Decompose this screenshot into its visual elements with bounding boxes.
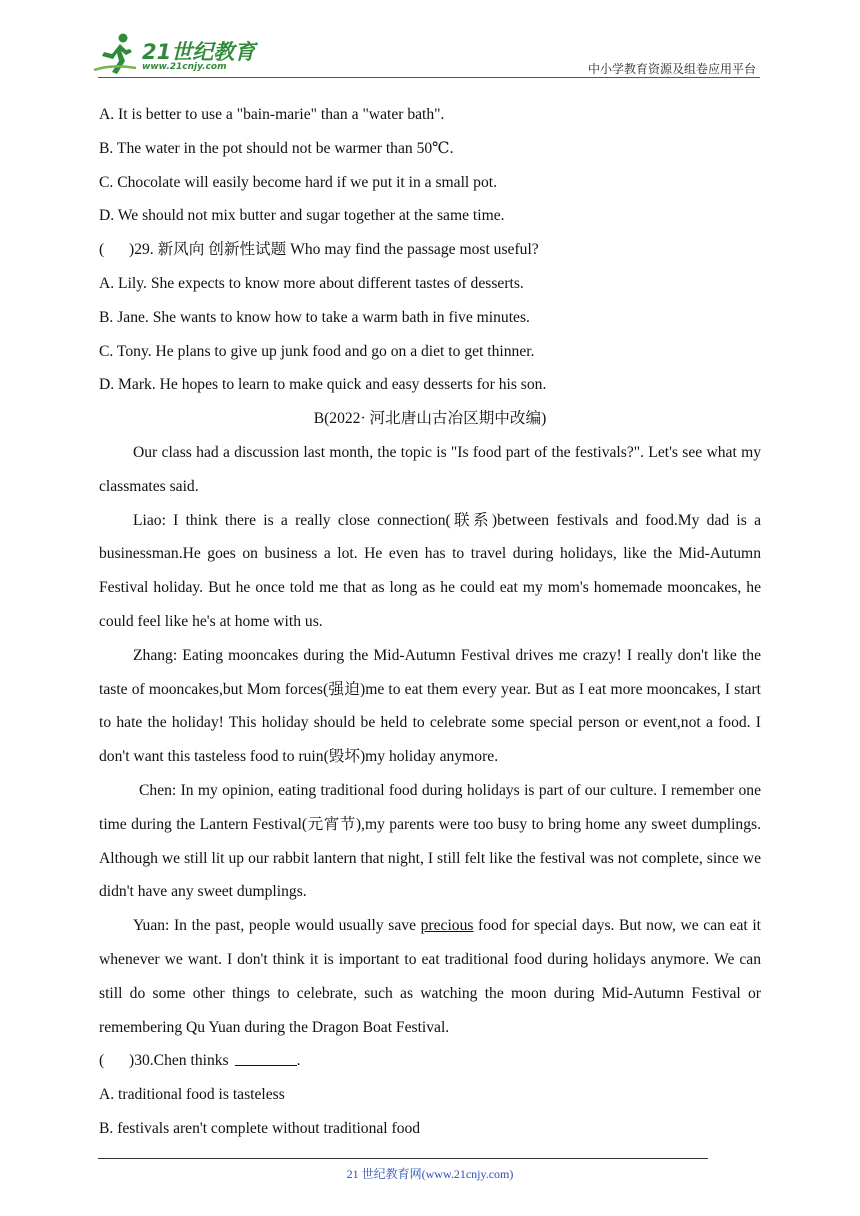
question-30 (99, 1044, 761, 1078)
option-line: B. The water in the pot should not be warmer than 50℃. (99, 139, 454, 157)
question-30-text: )30.Chen thinks (129, 1052, 229, 1070)
answer-paren: ( (99, 1052, 105, 1070)
question-30-end: . (296, 1052, 301, 1070)
paragraph-intro: Our class had a discussion last month, the topic is "Is food part of the festivals?". Let's see what my classmates said. (99, 443, 761, 495)
option-line: A. Lily. She expects to know more about different tastes of desserts. (99, 274, 524, 292)
option-line: C. Tony. He plans to give up junk food and go on a diet to get thinner. (99, 342, 535, 360)
paragraph-chen: Chen: In my opinion, eating traditional food during holidays is part of our culture. I remember one time during the Lantern Festival(元宵节),my parents were too busy to bring home any sweet dumplings. Although we still lit up our rabbit lantern that night, I still felt like the festival was not complete, since we didn't have any sweet dumplings. (99, 781, 761, 901)
option-line: A. traditional food is tasteless (99, 1086, 285, 1104)
document-body (99, 98, 761, 1146)
paragraph-zhang: Zhang: Eating mooncakes during the Mid-Autumn Festival drives me crazy! I really don't like the taste of mooncakes,but Mom forces(强迫)me to eat them every year. But as I eat more mooncakes, I start to hate the holiday! This holiday should be held to celebrate some special person or event,not a food. I don't want this tasteless food to ruin(毁坏)my holiday anymore. (99, 646, 761, 766)
paragraph-yuan (99, 909, 761, 1044)
paragraph-liao: Liao: I think there is a really close connection(联系)between festivals and food.My dad is a businessman.He goes on business a lot. He even has to travel during holidays, like the Mid-Autumn Festival holiday. But he once told me that as long as he could eat my mom's homemade mooncakes, he could feel like he's at home with us. (99, 511, 761, 630)
logo-name: 21世纪教育 (142, 40, 256, 64)
paragraph-yuan-end: food for special days. But now, we can eat it whenever we want. I don't think it is important to eat traditional food during holidays anymore. We can still do some other things to celebrate, such as watching the moon during Mid-Autumn Festival or remembering Qu Yuan during the Dragon Boat Festival. (99, 917, 761, 1036)
option-line: B. Jane. She wants to know how to take a warm bath in five minutes. (99, 308, 530, 326)
question-29-text: )29. 新风向 创新性试题 Who may find the passage most useful? (129, 241, 539, 259)
runner-logo-icon (92, 30, 140, 78)
option-line: B. festivals aren't complete without traditional food (99, 1119, 421, 1137)
option-line: A. It is better to use a "bain-marie" than a "water bath". (99, 106, 445, 123)
answer-blank (235, 1051, 297, 1066)
page-footer (0, 1165, 860, 1182)
logo-url: www.21cnjy.com (142, 62, 227, 72)
question-29 (99, 233, 761, 267)
page-header (0, 0, 860, 80)
footer-text: 21 世纪教育网(www.21cnjy.com) (346, 1167, 514, 1181)
option-line: D. We should not mix butter and sugar together at the same time. (99, 207, 505, 225)
section-heading: B(2022· 河北唐山古冶区期中改编) (313, 410, 547, 428)
paragraph-yuan-start: Yuan: In the past, people would usually save (133, 917, 421, 935)
underlined-word: precious (420, 917, 474, 935)
header-divider (98, 77, 760, 78)
option-line: C. Chocolate will easily become hard if we put it in a small pot. (99, 173, 497, 191)
option-line: D. Mark. He hopes to learn to make quick and easy desserts for his son. (99, 376, 547, 394)
header-platform-text: 中小学教育资源及组卷应用平台 (587, 62, 756, 76)
site-logo (92, 30, 282, 78)
answer-paren: ( (99, 241, 105, 259)
footer-divider (98, 1158, 708, 1159)
